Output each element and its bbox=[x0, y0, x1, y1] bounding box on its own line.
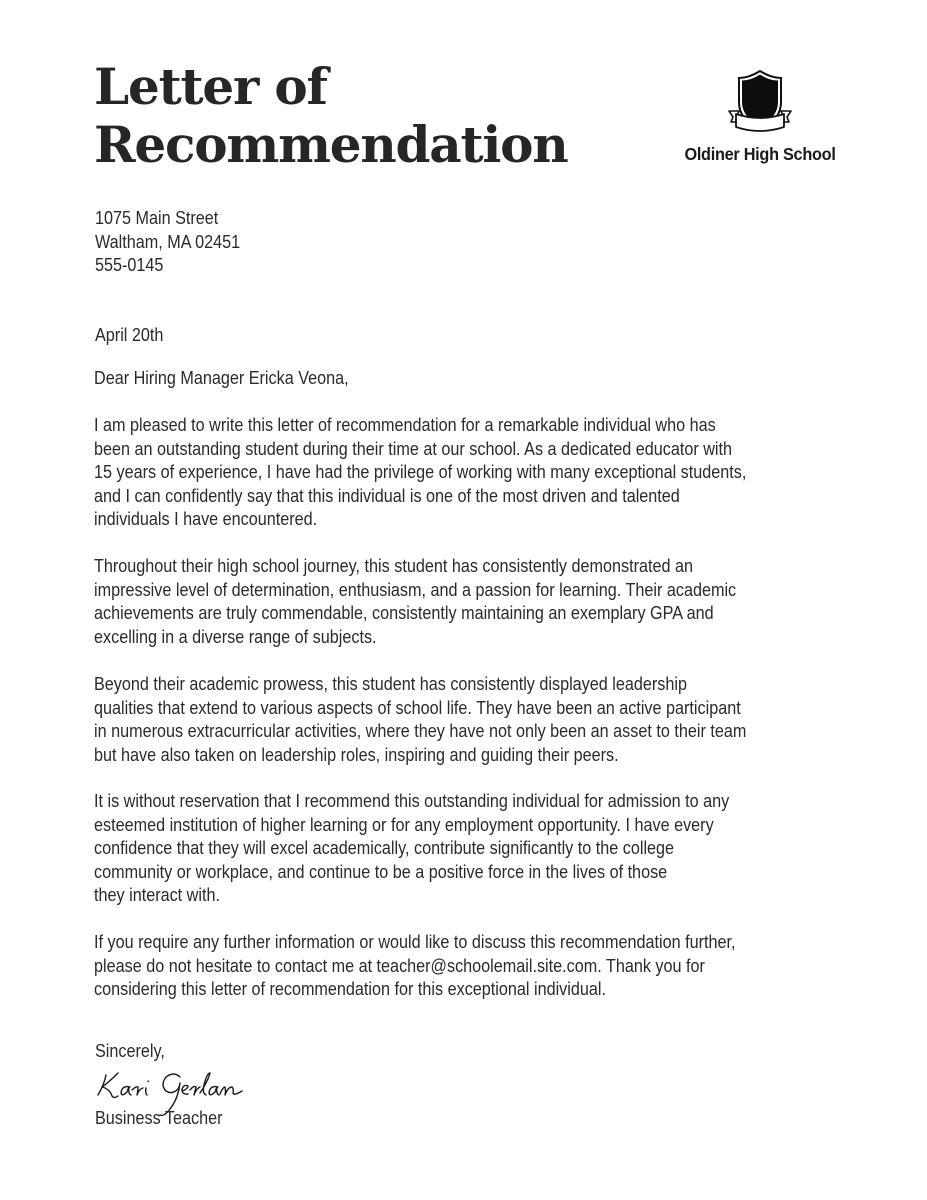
paragraph-line: achievements are truly commendable, consistently maintaining an exemplary GPA and bbox=[94, 602, 714, 624]
body-paragraph-5 bbox=[94, 930, 736, 1001]
paragraph-line: qualities that extend to various aspects of school life. They have been an active participant bbox=[94, 696, 741, 718]
shield-crest-icon bbox=[727, 70, 793, 138]
body-paragraph-1 bbox=[94, 413, 746, 531]
paragraph-line: community or workplace, and continue to be a positive force in the lives of those bbox=[94, 860, 668, 882]
body-paragraph-3 bbox=[94, 672, 746, 766]
paragraph-line: 15 years of experience, I have had the privilege of working with many exceptional students, bbox=[94, 461, 747, 483]
signer-role: Business Teacher bbox=[95, 1107, 223, 1128]
school-logo bbox=[660, 70, 860, 165]
paragraph-line: esteemed institution of higher learning or for any employment opportunity. I have every bbox=[94, 813, 714, 835]
paragraph-line: please do not hesitate to contact me at teacher@schoolemail.site.com. Thank you for bbox=[94, 954, 705, 976]
closing: Sincerely, bbox=[95, 1040, 165, 1061]
letter-title bbox=[94, 58, 567, 174]
paragraph-line: in numerous extracurricular activities, where they have not only been an asset to their team bbox=[94, 720, 747, 742]
paragraph-line: Throughout their high school journey, this student has consistently demonstrated an bbox=[94, 555, 694, 576]
address-phone: 555-0145 bbox=[95, 254, 164, 276]
paragraph-line: I am pleased to write this letter of recommendation for a remarkable individual who has bbox=[94, 414, 716, 435]
paragraph-line: but have also taken on leadership roles, inspiring and guiding their peers. bbox=[94, 743, 619, 765]
paragraph-line: excelling in a diverse range of subjects. bbox=[94, 625, 377, 647]
paragraph-line: they interact with. bbox=[94, 884, 220, 906]
paragraph-line: If you require any further information or would like to discuss this recommendation further, bbox=[94, 931, 736, 952]
body-paragraph-4 bbox=[94, 789, 729, 907]
title-line-2: Recommendation bbox=[94, 115, 568, 174]
salutation: Dear Hiring Manager Ericka Veona, bbox=[94, 367, 349, 388]
paragraph-line: It is without reservation that I recommend this outstanding individual for admission to any bbox=[94, 790, 730, 811]
paragraph-line: been an outstanding student during their time at our school. As a dedicated educator with bbox=[94, 437, 733, 459]
address-street: 1075 Main Street bbox=[95, 207, 219, 228]
paragraph-line: considering this letter of recommendation for this exceptional individual. bbox=[94, 978, 606, 1000]
body-paragraph-2 bbox=[94, 554, 736, 648]
paragraph-line: Beyond their academic prowess, this student has consistently displayed leadership bbox=[94, 673, 687, 694]
sender-address bbox=[95, 206, 240, 277]
address-city: Waltham, MA 02451 bbox=[95, 230, 241, 252]
paragraph-line: confidence that they will excel academically, contribute significantly to the college bbox=[94, 837, 675, 859]
school-name: Oldiner High School bbox=[684, 144, 836, 164]
title-line-1: Letter of bbox=[94, 57, 327, 116]
paragraph-line: individuals I have encountered. bbox=[94, 508, 318, 530]
paragraph-line: impressive level of determination, enthusiasm, and a passion for learning. Their academic bbox=[94, 578, 737, 600]
paragraph-line: and I can confidently say that this individual is one of the most driven and talented bbox=[94, 484, 680, 506]
letter-date: April 20th bbox=[95, 324, 164, 345]
